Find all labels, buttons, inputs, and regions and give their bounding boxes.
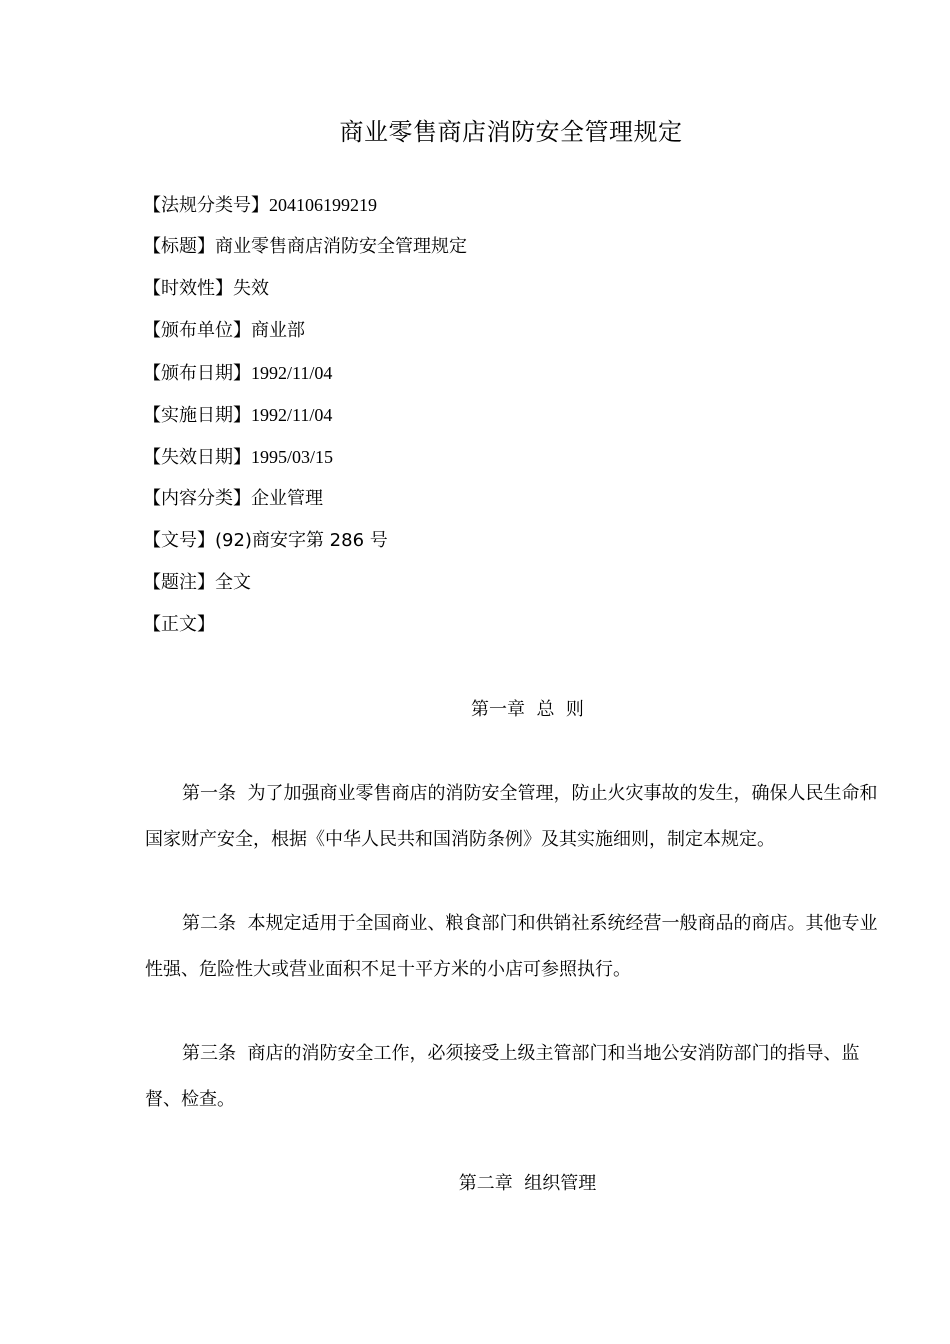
chapter-heading: 第二章 组织管理 bbox=[458, 1173, 597, 1194]
document-title: 商业零售商店消防安全管理规定 bbox=[339, 118, 683, 146]
meta-value: 商业部 bbox=[251, 320, 305, 341]
meta-label: 【文号】 bbox=[143, 530, 215, 551]
meta-value: (92)商安字第 286 号 bbox=[215, 530, 388, 551]
meta-value: 企业管理 bbox=[251, 488, 323, 509]
meta-row-title bbox=[143, 235, 467, 259]
article-text: 为了加强商业零售商店的消防安全管理，防止火灾事故的发生，确保人民生命和国家财产安全，根据《中华人民共和国消防条例》及其实施细则，制定本规定。 bbox=[145, 783, 878, 850]
meta-row-body bbox=[143, 613, 215, 637]
meta-value: 1995/03/15 bbox=[251, 447, 334, 467]
meta-row-validity bbox=[143, 277, 269, 301]
meta-row-expiry-date bbox=[143, 445, 333, 470]
meta-value: 1992/11/04 bbox=[251, 363, 333, 383]
meta-label: 【标题】 bbox=[143, 236, 215, 257]
article-text: 本规定适用于全国商业、粮食部门和供销社系统经营一般商品的商店。其他专业性强、危险性大或营业面积不足十平方米的小店可参照执行。 bbox=[145, 913, 878, 980]
meta-row-issuer bbox=[143, 319, 305, 343]
meta-label: 【正文】 bbox=[143, 614, 215, 635]
meta-label: 【时效性】 bbox=[143, 278, 233, 299]
meta-label: 【失效日期】 bbox=[143, 447, 251, 468]
article-paragraph bbox=[145, 1031, 885, 1123]
chapter-heading: 第一章 总 则 bbox=[471, 699, 584, 720]
meta-value: 失效 bbox=[233, 278, 269, 299]
meta-row-doc-number bbox=[143, 529, 388, 553]
meta-label: 【颁布单位】 bbox=[143, 320, 251, 341]
article-number: 第一条 bbox=[182, 783, 248, 804]
meta-value: 204106199219 bbox=[269, 195, 377, 215]
article-number: 第二条 bbox=[182, 913, 248, 934]
meta-row-effective-date bbox=[143, 403, 332, 428]
meta-row-classification bbox=[143, 193, 377, 218]
meta-value: 商业零售商店消防安全管理规定 bbox=[215, 236, 467, 257]
article-number: 第三条 bbox=[182, 1043, 248, 1064]
meta-row-issue-date bbox=[143, 361, 332, 386]
meta-row-category bbox=[143, 487, 323, 511]
meta-label: 【实施日期】 bbox=[143, 405, 251, 426]
meta-value: 全文 bbox=[215, 572, 251, 593]
meta-label: 【颁布日期】 bbox=[143, 363, 251, 384]
meta-row-note bbox=[143, 571, 251, 595]
meta-value: 1992/11/04 bbox=[251, 405, 333, 425]
meta-label: 【内容分类】 bbox=[143, 488, 251, 509]
article-paragraph bbox=[145, 771, 885, 863]
article-paragraph bbox=[145, 901, 885, 993]
article-text: 商店的消防安全工作，必须接受上级主管部门和当地公安消防部门的指导、监督、检查。 bbox=[145, 1043, 860, 1110]
meta-label: 【法规分类号】 bbox=[143, 195, 269, 216]
meta-label: 【题注】 bbox=[143, 572, 215, 593]
